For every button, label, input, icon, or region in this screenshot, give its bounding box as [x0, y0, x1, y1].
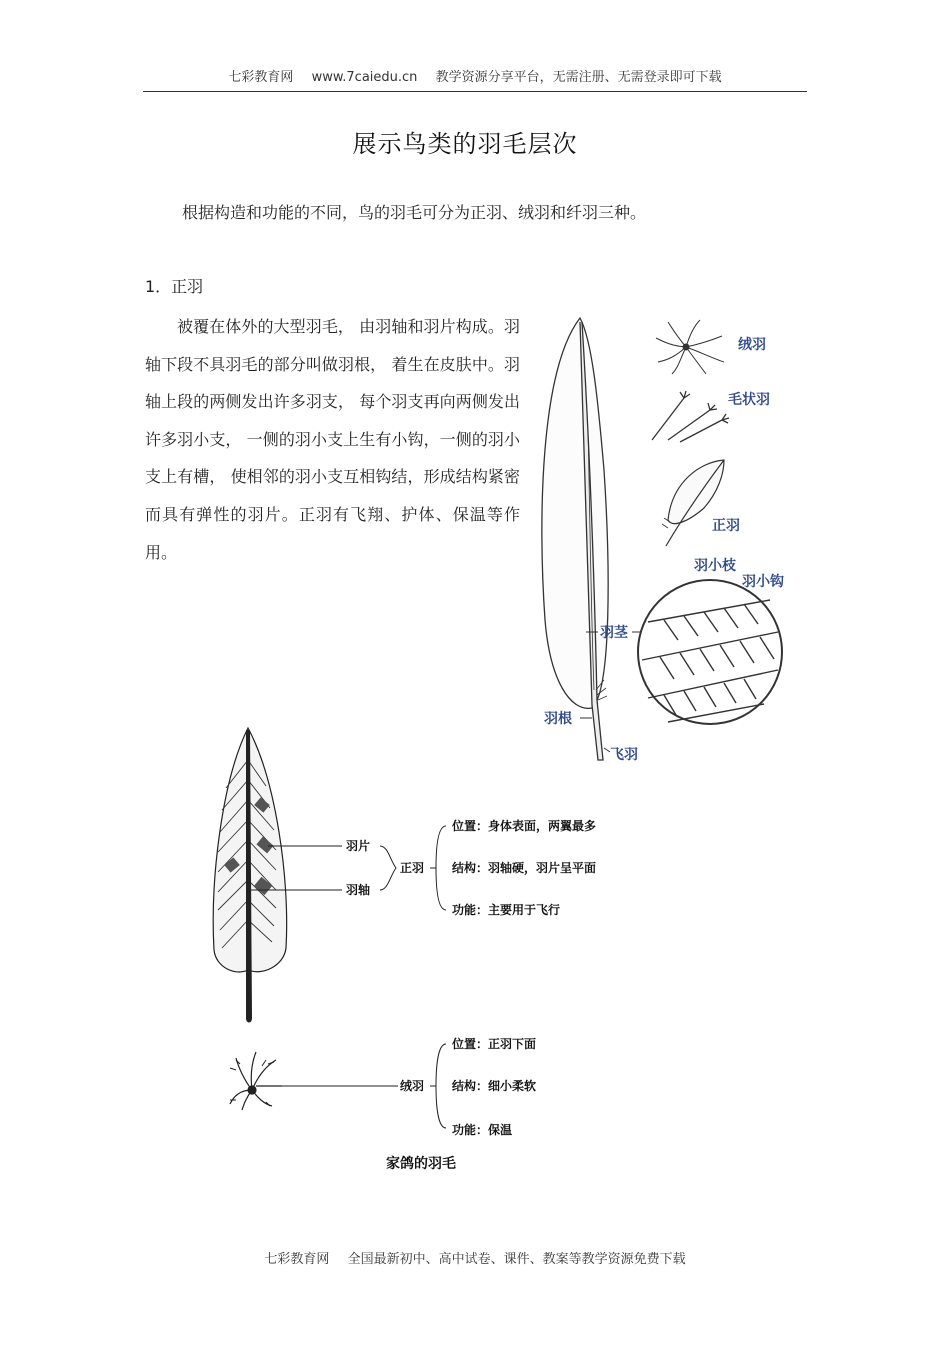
- label-down-group: 绒羽: [400, 1079, 425, 1093]
- footer-text: 全国最新初中、高中试卷、课件、教案等教学资源免费下载: [347, 1252, 686, 1267]
- down-item: 位置：正羽下面: [452, 1037, 537, 1051]
- header-slogan: 教学资源分享平台，无需注册、无需登录即可下载: [435, 70, 722, 85]
- contour-item: 位置：身体表面，两翼最多: [452, 819, 597, 833]
- pigeon-contour-feather: [213, 728, 286, 1023]
- label-rachis: 羽轴: [346, 883, 371, 897]
- figure-caption: 家鸽的羽毛: [386, 1156, 456, 1172]
- section-heading: 1．正羽: [145, 277, 204, 296]
- label-root: 羽根: [544, 711, 572, 727]
- down-item: 结构：细小柔软: [452, 1079, 537, 1093]
- label-filoplume: 毛状羽: [728, 392, 770, 408]
- label-vane: 羽片: [346, 839, 371, 853]
- flight-feather-figure: [542, 318, 608, 760]
- page-footer: [0, 1248, 950, 1267]
- label-contour: 正羽: [712, 518, 740, 534]
- intro-paragraph: 根据构造和功能的不同，鸟的羽毛可分为正羽、绒羽和纤羽三种。: [182, 203, 647, 222]
- down-item: 功能：保温: [452, 1123, 513, 1137]
- label-flight: 飞羽: [610, 747, 638, 763]
- label-down: 绒羽: [738, 337, 766, 353]
- header-url[interactable]: www.7caiedu.cn: [311, 70, 418, 85]
- magnified-barbules: [638, 580, 782, 724]
- section-body: 被覆在体外的大型羽毛， 由羽轴和羽片构成。羽轴下段不具羽毛的部分叫做羽根， 着生在皮肤中。羽轴上段的两侧发出许多羽支， 每个羽支再向两侧发出许多羽小支， 一侧的羽小支上生有小钩，一侧的羽小支上有槽， 使相邻的羽小支互相钩结，形成结构紧密而具有弹性的羽片。正羽有飞翔、护体、保温等作用。: [145, 317, 520, 562]
- pigeon-down-feather: [230, 1052, 282, 1110]
- footer-site: 七彩教育网: [264, 1252, 330, 1267]
- contour-item: 功能：主要用于飞行: [452, 903, 561, 917]
- label-hooklet: 羽小钩: [742, 574, 784, 590]
- header-site: 七彩教育网: [228, 70, 294, 85]
- filoplume-icon: [652, 391, 729, 442]
- label-contour-group: 正羽: [400, 861, 425, 875]
- page-title: 展示鸟类的羽毛层次: [352, 130, 578, 158]
- down-feather-icon: [656, 320, 724, 374]
- contour-item: 结构：羽轴硬，羽片呈平面: [452, 861, 597, 875]
- label-barbule: 羽小枝: [694, 558, 736, 574]
- label-shaft: 羽茎: [600, 625, 628, 641]
